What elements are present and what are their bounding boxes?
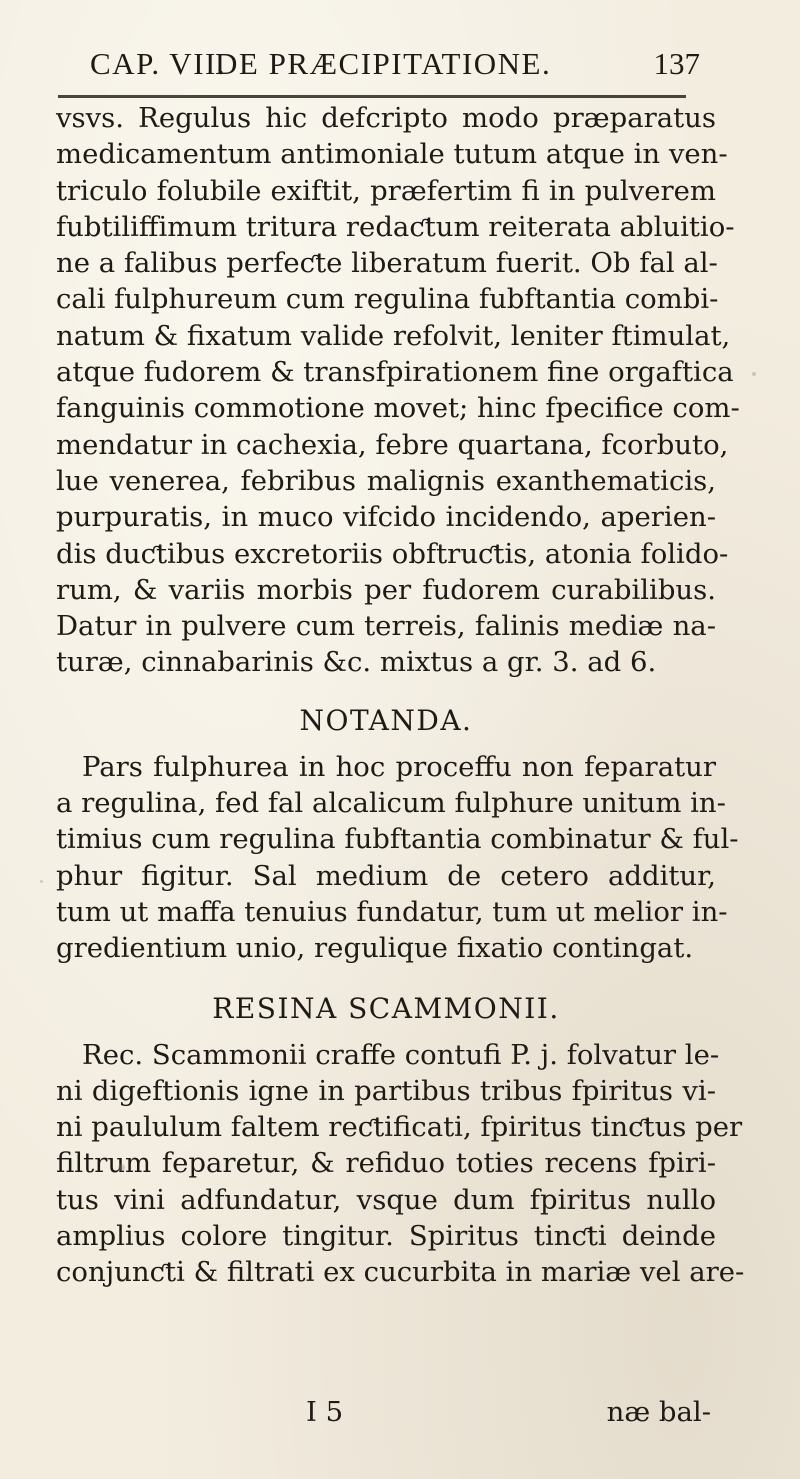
text-line: natum & fixatum valide refolvit, leniter ftimulat, [56, 319, 731, 352]
paragraph-regulus [56, 100, 740, 681]
page-number: 137 [653, 46, 700, 81]
chapter-title: DE PRÆCIPITATIONE. [215, 46, 552, 81]
text-line: turæ, cinnabarinis &c. mixtus a gr. 3. ad 6. [56, 646, 657, 679]
text-line: medicamentum antimoniale tutum atque in ven- [56, 138, 728, 171]
text-line: atque fudorem & transfpirationem fine orgaftica [56, 356, 734, 389]
body-text [56, 100, 745, 1291]
section-heading-notanda: NOTANDA. [299, 703, 473, 737]
paper-speck [118, 1164, 125, 1171]
text-line: mendatur in cachexia, febre quartana, fcorbuto, [56, 428, 729, 461]
header-rule [58, 95, 686, 98]
text-line: cali fulphureum cum regulina fubftantia combi- [56, 283, 719, 316]
text-line: ne a falibus perfeƈte liberatum fuerit. Ob fal al- [56, 247, 718, 280]
text-line: ni paululum faltem reƈtificati, fpiritus tinƈtus per [56, 1111, 743, 1144]
text-line: a regulina, fed fal alcalicum fulphure unitum in- [56, 787, 726, 820]
text-line: conjunƈti & filtrati ex cucurbita in mariæ vel are- [56, 1256, 745, 1289]
running-head [60, 40, 700, 84]
chapter-number: CAP. VII. [90, 46, 227, 81]
text-line: tum ut maffa tenuius fundatur, tum ut melior in- [56, 895, 728, 928]
paper-speck [40, 880, 43, 883]
text-line: lue venerea, febribus malignis exanthematicis, [56, 464, 716, 497]
text-line: tus vini adfundatur, vsque dum fpiritus nullo [56, 1183, 716, 1216]
text-line: timius cum regulina fubftantia combinatur & ful- [56, 823, 739, 856]
text-line: triculo folubile exiftit, præfertim fi in pulverem [56, 174, 716, 207]
text-line: ni digeftionis igne in partibus tribus fpiritus vi- [56, 1074, 716, 1107]
text-line: filtrum feparetur, & refiduo toties recens fpiri- [56, 1147, 716, 1180]
paper-speck [752, 372, 756, 376]
page-footer [56, 1394, 711, 1430]
section-heading-resina: RESINA SCAMMONII. [212, 991, 560, 1025]
text-line: gredientium unio, regulique fixatio contingat. [56, 932, 694, 965]
text-line: Pars fulphurea in hoc proceffu non feparatur [82, 750, 716, 783]
text-line: amplius colore tingitur. Spiritus tinƈti deinde [56, 1220, 716, 1253]
signature-mark: I 5 [306, 1396, 344, 1428]
paragraph-resina [56, 1037, 745, 1291]
text-line: Rec. Scammonii craffe contufi P. j. folvatur le- [82, 1038, 720, 1071]
text-line: fanguinis commotione movet; hinc fpecifice com- [56, 392, 740, 425]
text-line: rum, & variis morbis per fudorem curabilibus. [56, 573, 716, 606]
text-line: dis duƈtibus excretoriis obftruƈtis, atonia folido- [56, 537, 729, 570]
catchword: næ bal- [606, 1396, 711, 1428]
text-line: Datur in pulvere cum terreis, falinis mediæ na- [56, 610, 716, 643]
paragraph-notanda [56, 749, 739, 967]
text-line: phur figitur. Sal medium de cetero additur, [56, 859, 716, 892]
text-line: vsvs. Regulus hic defcripto modo præparatus [56, 102, 716, 134]
text-line: fubtiliffimum tritura redaƈtum reiterata abluitio- [56, 210, 735, 243]
text-line: purpuratis, in muco vifcido incidendo, aperien- [56, 501, 716, 534]
